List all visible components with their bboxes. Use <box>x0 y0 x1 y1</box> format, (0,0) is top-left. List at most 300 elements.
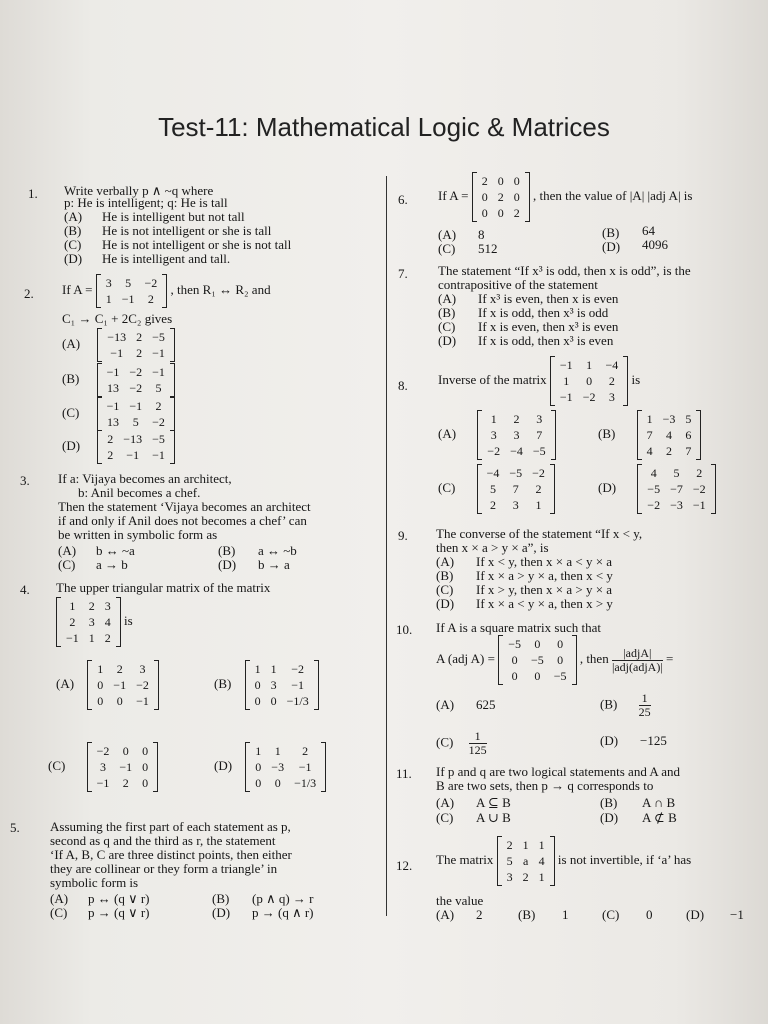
matrix-cell: 0 <box>586 374 593 388</box>
matrix-cell: −1 <box>126 448 140 462</box>
q12-opt-label: (D) <box>686 907 705 922</box>
q5-opt-text: p → (q ∨ r) <box>88 905 150 920</box>
q2-mid: , then R₁ ↔ R₂ and <box>170 281 271 297</box>
matrix-cell: 1 <box>274 744 281 758</box>
q2-stem <box>62 274 271 308</box>
q5-opt-text: (p ∧ q) → r <box>252 891 314 906</box>
q9-opt-label: (C) <box>436 582 454 597</box>
q8-lead: Inverse of the matrix <box>438 371 547 387</box>
matrix-cell: −2 <box>144 276 158 290</box>
matrix-cell: 0 <box>497 206 504 220</box>
matrix-cell: −1 <box>129 399 143 413</box>
q11-opt-text: A ⊆ B <box>476 795 511 810</box>
q3-opt-text: b → a <box>258 557 290 572</box>
matrix-cell: 0 <box>274 776 281 790</box>
matrix-cell: −1/3 <box>286 694 309 708</box>
matrix-cell: 0 <box>122 744 129 758</box>
matrix-cell: −2 <box>136 678 149 692</box>
q10-option-c <box>436 730 487 757</box>
q12-opt-text: 1 <box>562 907 569 922</box>
q11-number: 11. <box>396 766 412 781</box>
matrix-cell: 1 <box>490 412 497 426</box>
matrix-cell: 2 <box>136 330 143 344</box>
matrix-cell: 7 <box>536 428 543 442</box>
matrix-cell: −4 <box>605 358 619 372</box>
q4-is: is <box>124 612 133 628</box>
q2-line2: C₁ → C₁ + 2C₂ gives <box>62 311 173 326</box>
matrix-cell: −1 <box>136 694 149 708</box>
matrix-cell: 2 <box>489 498 496 512</box>
matrix-cell: −2 <box>532 466 545 480</box>
q8-option-a <box>438 410 556 460</box>
matrix-cell: 2 <box>122 776 129 790</box>
q1-number: 1. <box>28 186 38 201</box>
matrix-cell: 1 <box>586 358 593 372</box>
q1-opt-label: (B) <box>64 223 82 238</box>
matrix-cell: 4 <box>665 428 672 442</box>
matrix-cell: −1 <box>152 365 165 379</box>
q10-fraction-numerator: |adjA| <box>612 647 663 661</box>
q4-opt-label: (D) <box>214 757 233 773</box>
matrix-cell: 1 <box>270 662 277 676</box>
q12-stem <box>436 836 691 886</box>
q12-tail: is not invertible, if ‘a’ has <box>557 851 692 867</box>
q11-opt-label: (B) <box>600 795 618 810</box>
matrix-cell: −5 <box>531 653 544 667</box>
q9-opt-text: If x × a > y × a, then x < y <box>476 568 613 583</box>
matrix-cell: 3 <box>608 390 615 404</box>
q4-option-d <box>214 742 326 792</box>
q2-opt-label: (B) <box>62 370 80 386</box>
q10-fraction-denominator: |adj(adjA)| <box>611 659 663 674</box>
q12-lead: The matrix <box>436 851 494 867</box>
matrix-cell: 0 <box>481 206 488 220</box>
q8-opt-matrix <box>477 410 555 460</box>
q5-line: second as q and the third as r, the statement <box>50 833 276 848</box>
matrix-cell: 1 <box>254 662 261 676</box>
matrix-cell: 2 <box>69 615 76 629</box>
matrix-cell: −1 <box>559 390 573 404</box>
q5-line: ‘If A, B, C are three distinct points, then either <box>50 847 292 862</box>
q6-opt-label: (D) <box>602 239 621 254</box>
q1-opt-label: (D) <box>64 251 83 266</box>
matrix-cell: 4 <box>650 466 657 480</box>
q3-opt-text: a → b <box>96 557 128 572</box>
matrix-cell: 1 <box>563 374 570 388</box>
matrix-cell: 0 <box>254 694 261 708</box>
matrix-cell: −1 <box>152 346 165 360</box>
q7-number: 7. <box>398 266 408 281</box>
matrix-cell: 1 <box>538 870 545 884</box>
q9-number: 9. <box>398 528 408 543</box>
q4-opt-matrix <box>245 660 319 710</box>
matrix-cell: −1 <box>121 292 135 306</box>
q10-matrix <box>498 635 576 685</box>
matrix-cell: −1 <box>106 365 120 379</box>
matrix-cell: 0 <box>557 637 564 651</box>
q11-opt-label: (A) <box>436 795 455 810</box>
q3-opt-label: (D) <box>218 557 237 572</box>
matrix-cell: 6 <box>685 428 692 442</box>
q10-opt-label: (A) <box>436 697 455 712</box>
q4-stem: The upper triangular matrix of the matrix <box>56 580 271 595</box>
q2-option-d <box>62 430 175 464</box>
matrix-cell: 2 <box>88 599 95 613</box>
q1-opt-text: He is intelligent and tall. <box>102 251 231 266</box>
q4-number: 4. <box>20 582 30 597</box>
q2-option-a <box>62 328 175 362</box>
matrix-cell: 0 <box>142 776 149 790</box>
matrix-cell: −5 <box>647 482 661 496</box>
q5-number: 5. <box>10 820 20 835</box>
matrix-cell: 3 <box>270 678 277 692</box>
q7-opt-label: (D) <box>438 333 457 348</box>
q12-opt-text: 0 <box>646 907 653 922</box>
q8-opt-label: (C) <box>438 479 456 495</box>
q12-opt-label: (A) <box>436 907 455 922</box>
q4-matrix-row <box>56 597 133 647</box>
matrix-cell: −2 <box>692 482 706 496</box>
matrix-cell: 1 <box>255 744 262 758</box>
q11-line: If p and q are two logical statements and A and <box>436 764 681 779</box>
matrix-cell: −5 <box>553 669 567 683</box>
q10-expression <box>436 635 673 685</box>
q9-opt-label: (D) <box>436 596 455 611</box>
q12-opt-text: −1 <box>730 907 744 922</box>
q1-given: p: He is intelligent; q: He is tall <box>64 195 228 210</box>
q8-matrix <box>550 356 628 406</box>
matrix-cell: 1 <box>522 838 529 852</box>
matrix-cell: −13 <box>107 330 127 344</box>
matrix-cell: −2 <box>96 744 110 758</box>
matrix-cell: −1/3 <box>294 776 317 790</box>
matrix-cell: 3 <box>104 599 111 613</box>
matrix-cell: 5 <box>506 854 513 868</box>
matrix-cell: 0 <box>497 174 504 188</box>
q5-opt-label: (A) <box>50 891 69 906</box>
matrix-cell: −7 <box>670 482 683 496</box>
q8-opt-matrix <box>637 464 715 514</box>
matrix-cell: 2 <box>155 399 162 413</box>
matrix-cell: 3 <box>139 662 146 676</box>
q8-is: is <box>631 371 641 387</box>
matrix-cell: −4 <box>486 466 500 480</box>
q1-opt-text: He is not intelligent or she is not tall <box>102 237 292 252</box>
q8-option-c <box>438 464 555 514</box>
q1-opt-label: (C) <box>64 237 82 252</box>
column-divider <box>386 176 387 916</box>
matrix-cell: 2 <box>497 190 504 204</box>
q7-opt-label: (A) <box>438 291 457 306</box>
q9-opt-text: If x > y, then x × a > y × a <box>476 582 613 597</box>
matrix-cell: −2 <box>152 415 165 429</box>
matrix-cell: 2 <box>522 870 529 884</box>
matrix-cell: a <box>522 854 529 868</box>
q3-line: If a: Vijaya becomes an architect, <box>58 471 232 486</box>
q5-opt-label: (B) <box>212 891 230 906</box>
matrix-cell: 0 <box>513 174 520 188</box>
q4-opt-label: (B) <box>214 675 232 691</box>
matrix-cell: 0 <box>481 190 488 204</box>
matrix-cell: 2 <box>665 444 672 458</box>
matrix-cell: −13 <box>123 432 143 446</box>
q4-option-c <box>48 742 158 792</box>
q10-opt-fraction <box>639 692 651 719</box>
matrix-cell: 0 <box>511 669 518 683</box>
q5-opt-label: (C) <box>50 905 68 920</box>
matrix-cell: 3 <box>513 428 520 442</box>
q1-opt-text: He is not intelligent or she is tall <box>102 223 272 238</box>
q10-opt-fraction <box>469 730 487 757</box>
q10-opt-label: (C) <box>436 734 454 750</box>
matrix-cell: −1 <box>298 760 312 774</box>
matrix-cell: 7 <box>685 444 692 458</box>
matrix-cell: 0 <box>97 678 104 692</box>
q10-opt-numerator: 1 <box>469 730 487 744</box>
q9-opt-text: If x × a < y × a, then x > y <box>476 596 613 611</box>
q2-number: 2. <box>24 286 34 301</box>
q6-tail: , then the value of |A| |adj A| is <box>532 187 693 203</box>
q8-option-b <box>598 410 701 460</box>
matrix-cell: 5 <box>685 412 692 426</box>
q5-opt-text: p ↔ (q ∨ r) <box>88 891 150 906</box>
q4-opt-label: (C) <box>48 757 66 773</box>
q10-opt-denominator: 25 <box>638 705 651 719</box>
matrix-cell: 2 <box>302 744 309 758</box>
q9-opt-label: (A) <box>436 554 455 569</box>
matrix-cell: 1 <box>535 498 542 512</box>
q6-lead: If A = <box>438 187 469 203</box>
q4-opt-matrix <box>87 742 159 792</box>
q11-opt-label: (C) <box>436 810 454 825</box>
q9-line: then x × a > y × a”, is <box>436 540 549 555</box>
q11-opt-text: A ⊄ B <box>642 810 677 825</box>
matrix-cell: −2 <box>487 444 501 458</box>
q5-opt-label: (D) <box>212 905 231 920</box>
matrix-cell: −1 <box>692 498 706 512</box>
matrix-cell: −2 <box>129 365 143 379</box>
q8-stem <box>438 356 640 406</box>
matrix-cell: 5 <box>155 381 162 395</box>
matrix-cell: 2 <box>506 838 513 852</box>
matrix-cell: 1 <box>538 838 545 852</box>
matrix-cell: 2 <box>608 374 615 388</box>
q7-opt-label: (B) <box>438 305 456 320</box>
q10-opt-text: −125 <box>640 733 667 748</box>
q3-opt-label: (C) <box>58 557 76 572</box>
page-title: Test-11: Mathematical Logic & Matrices <box>158 112 610 142</box>
matrix-cell: −2 <box>647 498 661 512</box>
matrix-cell: 0 <box>142 760 149 774</box>
matrix-cell: 5 <box>132 415 139 429</box>
q7-opt-label: (C) <box>438 319 456 334</box>
matrix-cell: −1 <box>291 678 305 692</box>
matrix-cell: −2 <box>582 390 596 404</box>
q2-option-c <box>62 397 175 431</box>
matrix-cell: −1 <box>152 448 165 462</box>
matrix-cell: −2 <box>129 381 143 395</box>
q1-opt-label: (A) <box>64 209 83 224</box>
matrix-cell: 2 <box>535 482 542 496</box>
q3-line: b: Anil becomes a chef. <box>78 485 201 500</box>
q6-opt-label: (B) <box>602 225 620 240</box>
q12-opt-text: 2 <box>476 907 483 922</box>
matrix-cell: 3 <box>512 498 519 512</box>
q10-opt-label: (B) <box>600 696 618 712</box>
matrix-cell: 0 <box>557 653 564 667</box>
matrix-cell: 13 <box>106 381 119 395</box>
matrix-cell: 2 <box>107 432 114 446</box>
matrix-cell: −5 <box>508 637 521 651</box>
q7-line: contrapositive of the statement <box>438 277 598 292</box>
matrix-cell: −3 <box>662 412 676 426</box>
q11-opt-label: (D) <box>600 810 619 825</box>
q6-matrix <box>472 172 530 222</box>
matrix-cell: 1 <box>646 412 653 426</box>
matrix-cell: 0 <box>513 190 520 204</box>
q3-line: Then the statement ‘Vijaya becomes an architect <box>58 499 311 514</box>
matrix-cell: 5 <box>489 482 496 496</box>
matrix-cell: 3 <box>490 428 497 442</box>
matrix-cell: 7 <box>646 428 653 442</box>
matrix-cell: −2 <box>291 662 305 676</box>
matrix-cell: 0 <box>511 653 518 667</box>
matrix-cell: 2 <box>147 292 154 306</box>
matrix-cell: −3 <box>670 498 683 512</box>
matrix-cell: 1 <box>97 662 104 676</box>
matrix-cell: 3 <box>536 412 543 426</box>
q10-then: , then <box>579 650 609 666</box>
matrix-cell: −3 <box>271 760 285 774</box>
q10-opt-numerator: 1 <box>639 692 651 706</box>
q2-opt-matrix <box>97 430 175 464</box>
q10-line: If A is a square matrix such that <box>436 620 601 635</box>
q4-option-a <box>56 660 159 710</box>
q3-opt-text: b ↔ ~a <box>96 543 135 558</box>
q3-opt-label: (A) <box>58 543 77 558</box>
q9-opt-text: If x < y, then x × a < y × a <box>476 554 613 569</box>
matrix-cell: 0 <box>534 669 541 683</box>
q2-opt-label: (C) <box>62 404 80 420</box>
q6-opt-text: 512 <box>478 241 498 256</box>
matrix-cell: −1 <box>106 399 120 413</box>
q5-line: symbolic form is <box>50 875 139 890</box>
q6-opt-label: (C) <box>438 241 456 256</box>
q3-line: be written in symbolic form as <box>58 527 218 542</box>
matrix-cell: −5 <box>532 444 546 458</box>
q3-opt-text: a ↔ ~b <box>258 543 297 558</box>
matrix-cell: 4 <box>104 615 111 629</box>
q8-opt-matrix <box>477 464 555 514</box>
q6-number: 6. <box>398 192 408 207</box>
q11-opt-text: A ∩ B <box>642 795 676 810</box>
q10-lead: A (adj A) = <box>436 650 495 666</box>
matrix-cell: 1 <box>88 631 95 645</box>
matrix-cell: 0 <box>254 678 261 692</box>
matrix-cell: 0 <box>97 694 104 708</box>
q2-opt-matrix <box>97 328 175 362</box>
q5-line: they are collinear or they form a triangle’ in <box>50 861 278 876</box>
matrix-cell: 2 <box>116 662 123 676</box>
matrix-cell: −1 <box>110 346 124 360</box>
matrix-cell: −1 <box>66 631 79 645</box>
matrix-cell: −1 <box>119 760 133 774</box>
matrix-cell: 2 <box>696 466 703 480</box>
matrix-cell: 2 <box>107 448 114 462</box>
q7-opt-text: If x is odd, then x³ is even <box>478 333 614 348</box>
q10-fraction <box>612 647 663 674</box>
q2-option-b <box>62 363 175 397</box>
matrix-cell: 2 <box>104 631 111 645</box>
matrix-cell: 0 <box>255 776 262 790</box>
matrix-cell: −5 <box>152 432 165 446</box>
q12-number: 12. <box>396 858 413 873</box>
q10-equals: = <box>666 650 674 666</box>
q2-lead: If A = <box>62 281 96 297</box>
matrix-cell: 2 <box>481 174 488 188</box>
q12-opt-label: (B) <box>518 907 536 922</box>
matrix-cell: −4 <box>510 444 523 458</box>
q2-opt-label: (D) <box>62 437 81 453</box>
q3-number: 3. <box>20 473 30 488</box>
q6-opt-text: 64 <box>642 223 655 238</box>
matrix-cell: 2 <box>136 346 143 360</box>
q8-option-d <box>598 464 716 514</box>
matrix-cell: 0 <box>270 694 277 708</box>
q8-opt-label: (A) <box>438 425 457 441</box>
matrix-cell: 13 <box>106 415 119 429</box>
q7-opt-text: If x is even, then x³ is even <box>478 319 619 334</box>
matrix-cell: −1 <box>113 678 127 692</box>
q9-opt-label: (B) <box>436 568 454 583</box>
q8-number: 8. <box>398 378 408 393</box>
q6-stem <box>438 172 692 222</box>
q4-option-b <box>214 660 319 710</box>
q6-opt-text: 4096 <box>642 237 668 252</box>
matrix-cell: 3 <box>88 615 95 629</box>
q9-line: The converse of the statement “If x < y, <box>436 526 643 541</box>
q8-opt-label: (B) <box>598 425 616 441</box>
q6-opt-text: 8 <box>478 227 485 242</box>
q5-line: Assuming the first part of each statement as p, <box>50 819 291 834</box>
q5-opt-text: p → (q ∧ r) <box>252 905 314 920</box>
q10-number: 10. <box>396 622 413 637</box>
q12-line2: the value <box>436 893 484 908</box>
q12-opt-label: (C) <box>602 907 620 922</box>
matrix-cell: 5 <box>125 276 132 290</box>
q12-matrix <box>497 836 555 886</box>
matrix-cell: 3 <box>99 760 106 774</box>
matrix-cell: 1 <box>69 599 76 613</box>
q6-opt-label: (A) <box>438 227 457 242</box>
q2-opt-matrix <box>97 397 175 431</box>
q11-opt-text: A ∪ B <box>476 810 511 825</box>
matrix-cell: −1 <box>96 776 110 790</box>
q10-opt-text: 625 <box>476 697 496 712</box>
q10-option-b <box>600 692 651 719</box>
matrix-cell: 0 <box>255 760 262 774</box>
q10-opt-denominator: 125 <box>468 743 487 757</box>
matrix-cell: 0 <box>142 744 149 758</box>
matrix-cell: 5 <box>673 466 680 480</box>
q10-opt-label: (D) <box>600 733 619 748</box>
q4-opt-matrix <box>87 660 159 710</box>
q3-line: if and only if Anil does not becomes a chef’ can <box>58 513 307 528</box>
matrix-cell: 0 <box>534 637 541 651</box>
matrix-cell: −5 <box>152 330 165 344</box>
matrix-cell: 4 <box>646 444 653 458</box>
q8-opt-matrix <box>637 410 702 460</box>
